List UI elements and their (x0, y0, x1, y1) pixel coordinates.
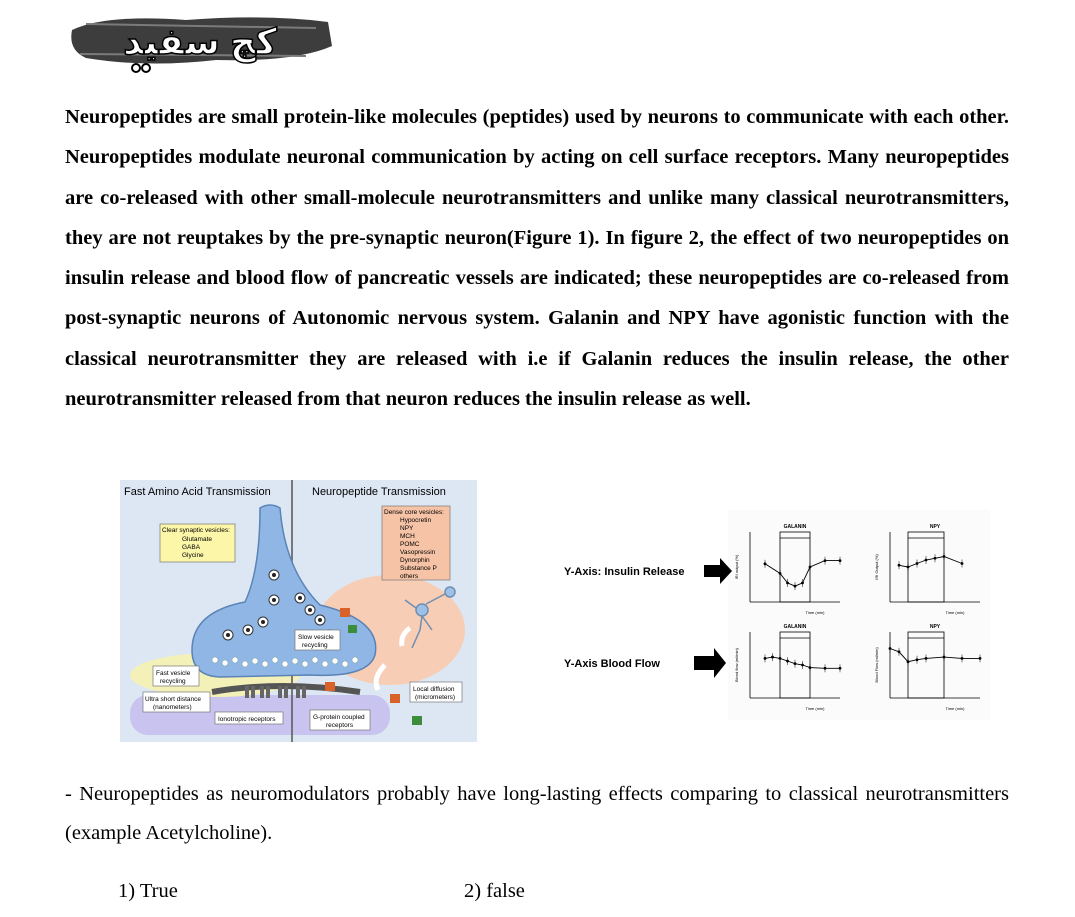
arrow-right-icon (704, 558, 732, 584)
dense-vesicles-item: NPY (400, 525, 414, 532)
clear-vesicles-item: Glycine (182, 552, 204, 559)
dense-vesicles-item: Hypocretin (400, 517, 432, 524)
slow-recycling-text: recycling (302, 642, 328, 649)
clear-vesicles-box (160, 524, 235, 562)
panel-title: GALANIN (783, 624, 807, 630)
label-insulin-release: Y-Axis: Insulin Release (564, 566, 685, 578)
x-axis-label: Time (min) (945, 706, 965, 711)
panel-title: GALANIN (783, 524, 807, 530)
local-diffusion-text: (micrometers) (415, 694, 456, 701)
y-axis-label: IRI output (%) (734, 554, 739, 580)
fig2-panel-background (728, 510, 990, 720)
panel-title: NPY (929, 624, 941, 630)
dense-vesicles-item: Dynorphin (400, 557, 430, 564)
dense-vesicles-item: POMC (400, 541, 420, 548)
dense-vesicles-item: MCH (400, 533, 415, 540)
dense-vesicles-box (382, 506, 450, 580)
logo-dot (132, 64, 140, 72)
gprotein-text: G-protein coupled (313, 714, 365, 721)
intro-paragraph: Neuropeptides are small protein-like molecules (peptides) used by neurons to communicate with each other. Neuropeptides modulate neuronal communication by acting on cell surface receptors. Many neuropeptides are co-released with other small-molecule neurotransmitters and unlike many classical neurotransmitters, they are not reuptakes by the pre-synaptic neuron(Figure 1). In figure 2, the effect of two neuropeptides on insulin release and blood flow of pancreatic vessels are indicated; these neuropeptides are co-released from post-synaptic neurons of Autonomic nervous system. Galanin and NPY have agonistic function with the classical neurotransmitter they are released with i.e if Galanin reduces the insulin release, the other neurotransmitter released from that neuron reduces the insulin release as well. (65, 106, 1009, 411)
gprotein-label (310, 710, 370, 730)
ultra-short-label (143, 692, 210, 712)
x-axis-label: Time (min) (945, 610, 965, 615)
option-true[interactable]: 1) True (118, 880, 178, 902)
figure-1-synapse-diagram (120, 480, 477, 742)
fast-recycling-text: recycling (160, 678, 186, 685)
fast-recycling-text: Fast vesicle (156, 670, 191, 677)
label-blood-flow: Y-Axis Blood Flow (564, 658, 660, 670)
fig1-right-title: Neuropeptide Transmission (312, 486, 446, 498)
clear-vesicles-item: Glutamate (182, 536, 212, 543)
ultra-short-text: (nanometers) (153, 704, 192, 711)
clear-vesicles-item: GABA (182, 544, 201, 551)
local-diffusion-text: Local diffusion (413, 686, 455, 693)
ionotropic-label (215, 712, 283, 724)
clear-vesicles-title: Clear synaptic vesicles: (162, 527, 230, 534)
dense-vesicles-title: Dense core vesicles: (384, 509, 444, 516)
brand-logo (66, 10, 334, 76)
y-axis-label: Blood Flow (ml/min) (874, 647, 879, 683)
gprotein-text: receptors (326, 722, 354, 729)
dense-vesicles-item: others (400, 573, 419, 580)
dense-vesicles-item: Substance P (400, 565, 437, 572)
logo-text: کچ سفید (123, 21, 277, 62)
x-axis-label: Time (min) (805, 610, 825, 615)
logo-dot (142, 64, 150, 72)
y-axis-label: IRI Output (%) (874, 554, 879, 580)
arrow-right-icon (694, 648, 726, 678)
slow-recycling-label (295, 630, 340, 650)
y-axis-label: Blood flow (ml/min) (734, 647, 739, 683)
fast-recycling-label (153, 666, 199, 686)
ultra-short-text: Ultra short distance (145, 696, 201, 703)
option-false[interactable]: 2) false (464, 880, 525, 902)
x-axis-label: Time (min) (805, 706, 825, 711)
slow-recycling-text: Slow vesicle (298, 634, 334, 641)
dense-vesicles-item: Vasopressin (400, 549, 436, 556)
local-diffusion-label (410, 682, 462, 702)
panel-title: NPY (929, 524, 941, 530)
question-text: - Neuropeptides as neuromodulators probably have long-lasting effects comparing to classical neurotransmitters (example Acetylcholine). (65, 783, 1009, 844)
fig1-left-title: Fast Amino Acid Transmission (124, 486, 271, 498)
ionotropic-text: Ionotropic receptors (218, 716, 276, 723)
figure-2-charts (560, 510, 990, 720)
